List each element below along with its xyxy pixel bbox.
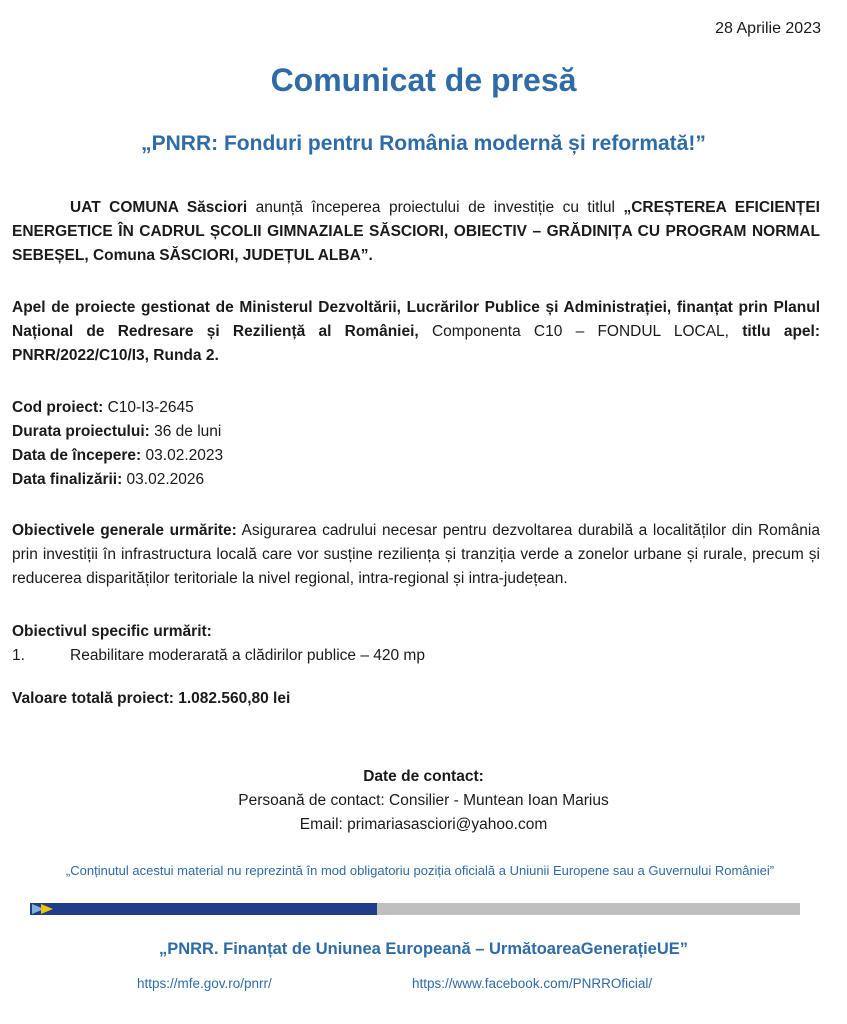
footer-title: „PNRR. Finanțat de Uniunea Europeană – UrmătoareaGenerațieUE” (158, 940, 689, 958)
uat-name: UAT COMUNA Săsciori (70, 199, 248, 216)
apel-component: Componenta C10 – FONDUL LOCAL, (418, 323, 743, 340)
page-title: Comunicat de presă (270, 62, 577, 98)
project-title: „CREȘTEREA EFICIENȚEI ENERGETICE ÎN CADRUL ȘCOLII GIMNAZIALE SĂSCIORI, OBIECTIV – GRĂDINIȚA CU PROGRAM NORMAL SEBEȘEL, Comuna SĂSCIORI, JUDEȚUL ALBA”. (12, 199, 820, 264)
list-item-number: 1. (12, 647, 25, 664)
project-details (12, 396, 223, 492)
progress-band-fill (30, 903, 377, 915)
document-date: 28 Aprilie 2023 (715, 20, 821, 37)
general-objectives-label: Obiectivele generale urmărite: (12, 522, 237, 539)
list-item (12, 644, 425, 668)
apel-bold-start: Apel de proiecte gestionat de Ministerul Dezvoltării, Lucrărilor Publice și Administrației, finanțat prin Planul Național de Redresare și Reziliență al României, (12, 299, 820, 340)
contact-email-row (0, 813, 847, 837)
arrow-icon (32, 903, 62, 915)
page-subtitle: „PNRR: Fonduri pentru România modernă și reformată!” (141, 132, 706, 155)
list-item-text: Reabilitare moderarată a clădirilor publice – 420 mp (70, 647, 425, 664)
detail-row (12, 396, 223, 420)
detail-value: 03.02.2026 (122, 471, 205, 488)
detail-row (12, 420, 223, 444)
intro-paragraph (12, 196, 820, 268)
detail-label: Cod proiect: (12, 399, 104, 416)
apel-title: titlu apel: PNRR/2022/C10/I3, Runda 2. (12, 323, 820, 364)
specific-objective (12, 620, 425, 668)
detail-row (12, 468, 223, 492)
contact-block (0, 765, 847, 837)
specific-objective-label: Obiectivul specific urmărit: (12, 623, 212, 640)
eu-disclaimer: „Conținutul acestui material nu reprezintă în mod obligatoriu poziția oficială a Uniunii Europene sau a Guvernului României” (65, 863, 775, 878)
apel-paragraph (12, 296, 820, 368)
detail-label: Data finalizării: (12, 471, 123, 488)
progress-band (30, 903, 800, 915)
intro-text: anunță începerea proiectului de investiție cu titlul (247, 199, 624, 216)
general-objectives (12, 519, 820, 591)
general-objectives-text: Asigurarea cadrului necesar pentru dezvoltarea durabilă a localităților din România prin investiții în infrastructura locală care vor susține reziliența și tranziția verde a zonelor urbane și rurale, precum și reducerea disparităților teritoriale la nivel regional, intra-regional și intra-județean. (12, 522, 820, 587)
detail-value: 03.02.2023 (141, 447, 224, 464)
detail-label: Durata proiectului: (12, 423, 150, 440)
contact-person: Persoană de contact: Consilier - Muntean Ioan Marius (238, 792, 609, 809)
detail-label: Data de începere: (12, 447, 142, 464)
facebook-link[interactable]: https://www.facebook.com/PNRROficial/ (412, 976, 653, 991)
email-address: primariasasciori@yahoo.com (342, 816, 548, 833)
mfe-link[interactable]: https://mfe.gov.ro/pnrr/ (137, 976, 272, 991)
total-value: Valoare totală proiect: 1.082.560,80 lei (12, 690, 291, 707)
contact-heading: Date de contact: (363, 768, 484, 785)
detail-value: 36 de luni (149, 423, 222, 440)
detail-row (12, 444, 223, 468)
detail-value: C10-I3-2645 (103, 399, 194, 416)
email-label: Email: (299, 816, 343, 833)
